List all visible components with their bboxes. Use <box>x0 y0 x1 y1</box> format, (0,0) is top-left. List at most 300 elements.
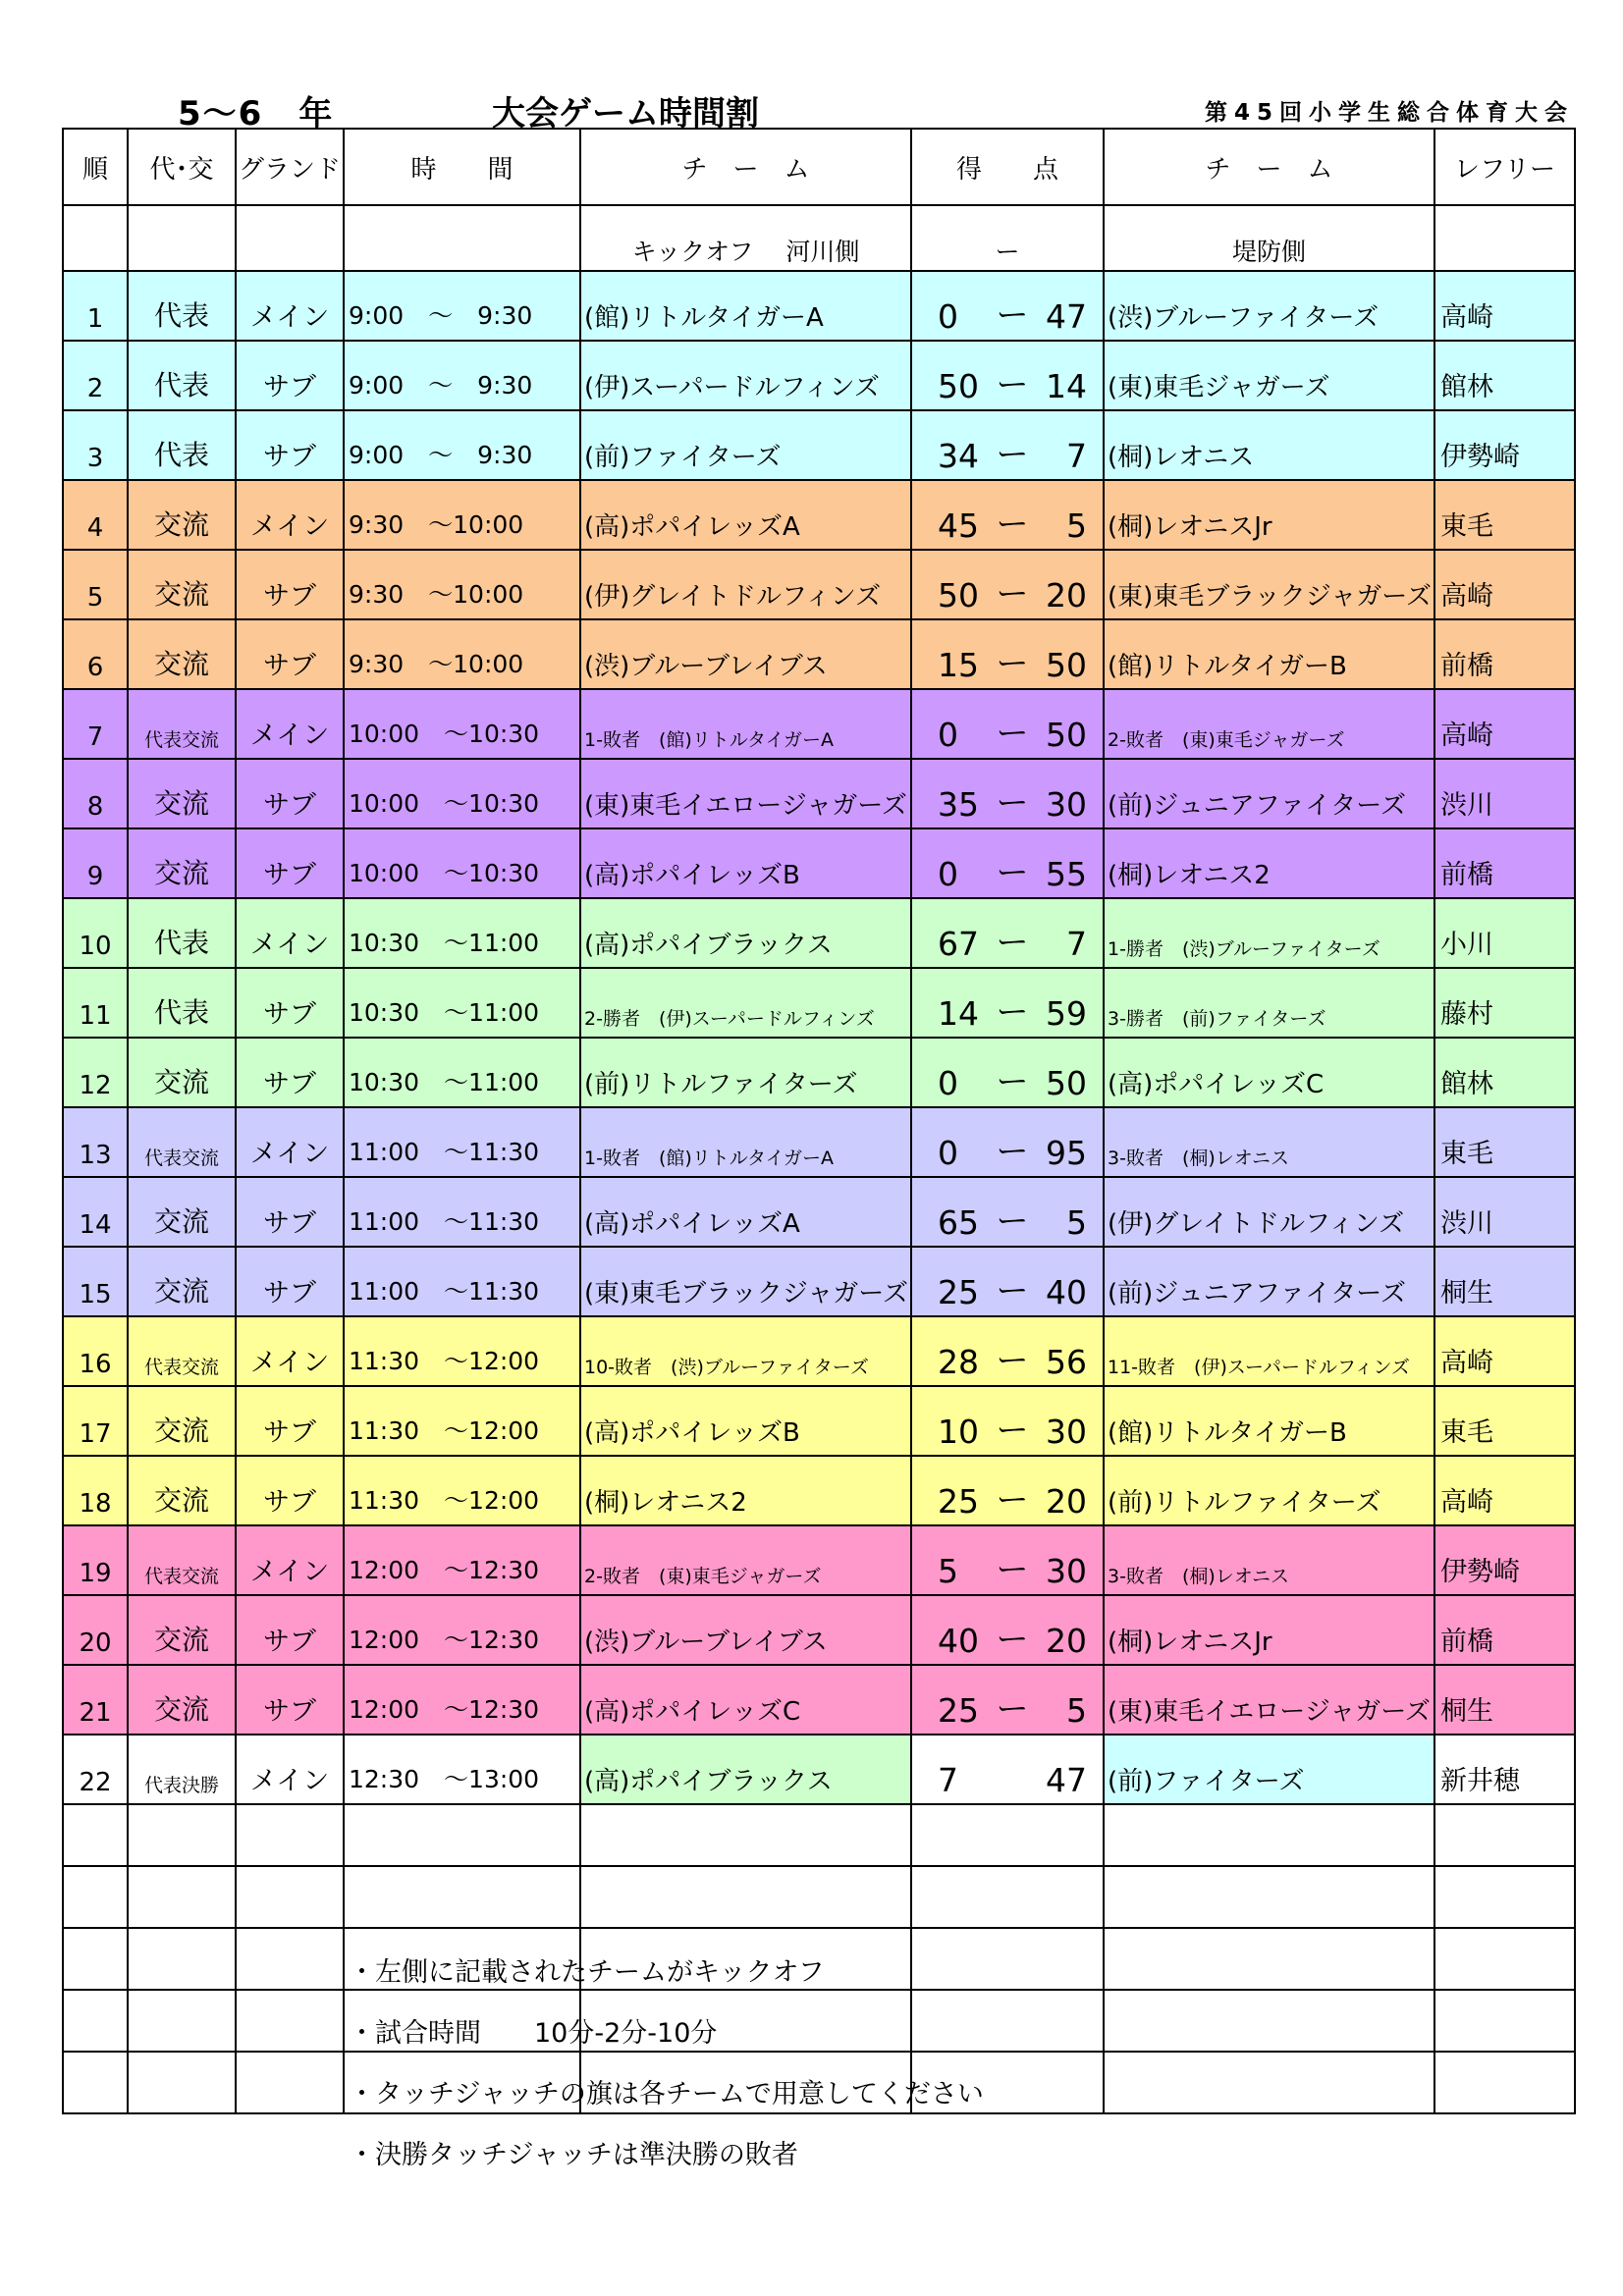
match-time: 12:30 ～13:00 <box>344 1735 580 1804</box>
score-right: 40 <box>1046 1273 1087 1311</box>
referee: 高崎 <box>1434 1456 1575 1525</box>
score-dash: ー <box>996 1411 1029 1449</box>
team-right: (館)リトルタイガーB <box>1104 619 1434 689</box>
score-cell <box>911 410 1104 480</box>
score-right: 50 <box>1046 716 1087 754</box>
team-left: (渋)ブルーブレイブス <box>580 619 911 689</box>
table-row <box>63 1735 1575 1804</box>
referee: 高崎 <box>1434 550 1575 619</box>
ground-name: サブ <box>236 1038 344 1107</box>
ground-name: メイン <box>236 1525 344 1595</box>
referee: 前橋 <box>1434 1595 1575 1665</box>
team-right: (桐)レオニス2 <box>1104 828 1434 898</box>
team-right: 1-勝者 (渋)ブルーファイターズ <box>1104 898 1434 968</box>
table-row <box>63 1038 1575 1107</box>
team-left: 2-敗者 (東)東毛ジャガーズ <box>580 1525 911 1595</box>
table-row <box>63 689 1575 759</box>
score-dash: ー <box>996 992 1029 1031</box>
score-right: 30 <box>1046 785 1087 824</box>
score-dash: ー <box>996 295 1029 334</box>
match-number: 4 <box>63 480 128 550</box>
score-dash: ー <box>996 1201 1029 1240</box>
referee: 高崎 <box>1434 1316 1575 1386</box>
score-dash-label: ー <box>911 205 1104 271</box>
table-row <box>63 1177 1575 1247</box>
score <box>912 1683 1103 1730</box>
score-cell <box>911 898 1104 968</box>
score <box>912 1056 1103 1102</box>
score-left: 65 <box>938 1203 979 1242</box>
score <box>912 1614 1103 1660</box>
score-right: 59 <box>1046 994 1087 1033</box>
team-right: (前)ジュニアファイターズ <box>1104 759 1434 828</box>
score-cell <box>911 1177 1104 1247</box>
score-dash: ー <box>996 1550 1029 1588</box>
match-time: 9:00 ～ 9:30 <box>344 341 580 410</box>
ground-name: サブ <box>236 759 344 828</box>
score <box>912 777 1103 824</box>
match-time: 9:00 ～ 9:30 <box>344 410 580 480</box>
score-cell <box>911 759 1104 828</box>
score-left: 15 <box>938 646 979 684</box>
ground-name: サブ <box>236 968 344 1038</box>
referee: 小川 <box>1434 898 1575 968</box>
score <box>912 499 1103 545</box>
score-right: 7 <box>1066 925 1087 963</box>
team-right: (桐)レオニスJr <box>1104 1595 1434 1665</box>
team-right: (東)東毛ブラックジャガーズ <box>1104 550 1434 619</box>
match-time: 10:30 ～11:00 <box>344 1038 580 1107</box>
referee: 高崎 <box>1434 271 1575 341</box>
match-number: 19 <box>63 1525 128 1595</box>
grade-label: 5～6 年 <box>178 94 335 133</box>
match-number: 12 <box>63 1038 128 1107</box>
ground-name: メイン <box>236 898 344 968</box>
score-dash: ー <box>996 1480 1029 1519</box>
team-left: (高)ポパイブラックス <box>580 1735 911 1804</box>
ground-name: メイン <box>236 689 344 759</box>
team-right: (渋)ブルーファイターズ <box>1104 271 1434 341</box>
score-dash: ー <box>996 1689 1029 1728</box>
match-time: 12:00 ～12:30 <box>344 1595 580 1665</box>
team-left: (伊)スーパードルフィンズ <box>580 341 911 410</box>
team-right: (東)東毛イエロージャガーズ <box>1104 1665 1434 1735</box>
note-item: ・決勝タッチジャッチは準決勝の敗者 <box>349 2140 798 2170</box>
referee: 渋川 <box>1434 1177 1575 1247</box>
score-dash: ー <box>996 435 1029 473</box>
ground-name: メイン <box>236 1735 344 1804</box>
score-left: 45 <box>938 507 979 545</box>
team-right: (桐)レオニスJr <box>1104 480 1434 550</box>
score <box>912 1265 1103 1311</box>
match-number: 3 <box>63 410 128 480</box>
match-number: 1 <box>63 271 128 341</box>
match-time: 11:30 ～12:00 <box>344 1456 580 1525</box>
table-row <box>63 968 1575 1038</box>
match-type: 交流 <box>128 1595 236 1665</box>
score-left: 34 <box>938 437 979 475</box>
team-left: (東)東毛ブラックジャガーズ <box>580 1247 911 1316</box>
score-right: 50 <box>1046 646 1087 684</box>
match-time: 11:00 ～11:30 <box>344 1107 580 1177</box>
ground-name: サブ <box>236 1456 344 1525</box>
score <box>912 847 1103 893</box>
match-number: 6 <box>63 619 128 689</box>
score-right: 20 <box>1046 1622 1087 1660</box>
col-header-ground: グランド <box>236 129 344 205</box>
score-left: 28 <box>938 1343 979 1381</box>
ground-name: サブ <box>236 1247 344 1316</box>
ground-name: メイン <box>236 1107 344 1177</box>
score-cell <box>911 1038 1104 1107</box>
score-left: 0 <box>938 855 958 893</box>
score-dash: ー <box>996 1341 1029 1379</box>
kickoff-side-label: キックオフ 河川側 <box>580 205 911 271</box>
score-cell <box>911 1107 1104 1177</box>
empty-row <box>63 1866 1575 1928</box>
match-number: 21 <box>63 1665 128 1735</box>
referee: 新井穂 <box>1434 1735 1575 1804</box>
score-left: 5 <box>938 1552 958 1590</box>
score-cell <box>911 480 1104 550</box>
team-right: (東)東毛ジャガーズ <box>1104 341 1434 410</box>
table-row <box>63 550 1575 619</box>
score-right: 7 <box>1066 437 1087 475</box>
ground-name: サブ <box>236 619 344 689</box>
score-right: 55 <box>1046 855 1087 893</box>
score-dash: ー <box>996 853 1029 891</box>
col-header-no: 順 <box>63 129 128 205</box>
team-right: (高)ポパイレッズC <box>1104 1038 1434 1107</box>
match-time: 10:00 ～10:30 <box>344 828 580 898</box>
table-row <box>63 1525 1575 1595</box>
team-left: (前)ファイターズ <box>580 410 911 480</box>
team-left: (高)ポパイブラックス <box>580 898 911 968</box>
match-number: 18 <box>63 1456 128 1525</box>
col-header-score: 得 点 <box>911 129 1104 205</box>
embankment-side-label: 堤防側 <box>1104 205 1434 271</box>
match-time: 11:00 ～11:30 <box>344 1177 580 1247</box>
score-cell <box>911 1456 1104 1525</box>
referee: 東毛 <box>1434 1107 1575 1177</box>
score-left: 25 <box>938 1273 979 1311</box>
team-left: 1-敗者 (館)リトルタイガーA <box>580 689 911 759</box>
match-type: 交流 <box>128 1177 236 1247</box>
table-row <box>63 410 1575 480</box>
match-type: 代表交流 <box>128 1316 236 1386</box>
match-number: 20 <box>63 1595 128 1665</box>
match-type: 代表交流 <box>128 1525 236 1595</box>
table-row <box>63 1665 1575 1735</box>
match-number: 15 <box>63 1247 128 1316</box>
team-right: (前)リトルファイターズ <box>1104 1456 1434 1525</box>
score-left: 0 <box>938 716 958 754</box>
score-dash: ー <box>996 783 1029 822</box>
referee: 東毛 <box>1434 1386 1575 1456</box>
team-right: (前)ファイターズ <box>1104 1735 1434 1804</box>
team-right: (前)ジュニアファイターズ <box>1104 1247 1434 1316</box>
score-dash: ー <box>996 365 1029 403</box>
match-time: 12:00 ～12:30 <box>344 1525 580 1595</box>
table-row <box>63 759 1575 828</box>
match-number: 8 <box>63 759 128 828</box>
team-left: (高)ポパイレッズC <box>580 1665 911 1735</box>
ground-name: サブ <box>236 828 344 898</box>
match-number: 22 <box>63 1735 128 1804</box>
col-header-team-right: チ ー ム <box>1104 129 1434 205</box>
team-left: (前)リトルファイターズ <box>580 1038 911 1107</box>
ground-name: サブ <box>236 341 344 410</box>
team-left: (東)東毛イエロージャガーズ <box>580 759 911 828</box>
table-row <box>63 828 1575 898</box>
score-cell <box>911 1595 1104 1665</box>
match-time: 9:30 ～10:00 <box>344 619 580 689</box>
score-dash: ー <box>996 505 1029 543</box>
match-number: 2 <box>63 341 128 410</box>
match-number: 10 <box>63 898 128 968</box>
score <box>912 290 1103 336</box>
score <box>912 1126 1103 1172</box>
score-left: 0 <box>938 1134 958 1172</box>
match-number: 11 <box>63 968 128 1038</box>
match-type: 交流 <box>128 619 236 689</box>
referee: 東毛 <box>1434 480 1575 550</box>
ground-name: サブ <box>236 550 344 619</box>
score-dash: ー <box>996 1620 1029 1658</box>
score-cell <box>911 1665 1104 1735</box>
score <box>912 917 1103 963</box>
referee: 桐生 <box>1434 1665 1575 1735</box>
referee: 前橋 <box>1434 619 1575 689</box>
table-row <box>63 898 1575 968</box>
note-item: ・試合時間 10分-2分-10分 <box>349 2018 718 2049</box>
referee: 渋川 <box>1434 759 1575 828</box>
score <box>912 1474 1103 1521</box>
match-number: 9 <box>63 828 128 898</box>
team-right: 2-敗者 (東)東毛ジャガーズ <box>1104 689 1434 759</box>
team-left: 2-勝者 (伊)スーパードルフィンズ <box>580 968 911 1038</box>
match-type: 交流 <box>128 550 236 619</box>
score-left: 14 <box>938 994 979 1033</box>
score <box>912 429 1103 475</box>
match-time: 10:30 ～11:00 <box>344 968 580 1038</box>
score-right: 20 <box>1046 1482 1087 1521</box>
match-type: 交流 <box>128 759 236 828</box>
header-row <box>63 129 1575 205</box>
score-cell <box>911 619 1104 689</box>
match-number: 17 <box>63 1386 128 1456</box>
score-dash: ー <box>996 923 1029 961</box>
score-cell <box>911 1525 1104 1595</box>
table-row <box>63 1595 1575 1665</box>
score <box>912 708 1103 754</box>
table-row <box>63 1456 1575 1525</box>
event-name: 第45回小学生総合体育大会 <box>1204 100 1574 126</box>
note-item: ・左側に記載されたチームがキックオフ <box>349 1957 825 1988</box>
ground-name: サブ <box>236 1386 344 1456</box>
score-cell <box>911 550 1104 619</box>
match-type: 交流 <box>128 1665 236 1735</box>
match-type: 代表 <box>128 410 236 480</box>
team-right: 11-敗者 (伊)スーパードルフィンズ <box>1104 1316 1434 1386</box>
note-item: ・タッチジャッチの旗は各チームで用意してください <box>349 2079 984 2109</box>
team-left: (高)ポパイレッズA <box>580 480 911 550</box>
page-title: 大会ゲーム時間割 <box>492 94 759 133</box>
team-right: (桐)レオニス <box>1104 410 1434 480</box>
match-type: 交流 <box>128 480 236 550</box>
referee: 伊勢崎 <box>1434 410 1575 480</box>
score-left: 35 <box>938 785 979 824</box>
match-time: 10:00 ～10:30 <box>344 759 580 828</box>
match-time: 9:30 ～10:00 <box>344 550 580 619</box>
table-row <box>63 1247 1575 1316</box>
score-dash: ー <box>996 1132 1029 1170</box>
match-type: 代表決勝 <box>128 1735 236 1804</box>
team-right: (伊)グレイトドルフィンズ <box>1104 1177 1434 1247</box>
match-time: 11:00 ～11:30 <box>344 1247 580 1316</box>
referee: 館林 <box>1434 341 1575 410</box>
score-cell <box>911 1386 1104 1456</box>
match-type: 交流 <box>128 1456 236 1525</box>
score-right: 47 <box>1046 1761 1087 1799</box>
score-left: 0 <box>938 297 958 336</box>
match-type: 交流 <box>128 1038 236 1107</box>
score-cell <box>911 1316 1104 1386</box>
score-right: 30 <box>1046 1413 1087 1451</box>
match-type: 代表 <box>128 341 236 410</box>
score-right: 5 <box>1066 1203 1087 1242</box>
match-type: 代表交流 <box>128 689 236 759</box>
title-bar <box>62 86 1574 133</box>
match-time: 11:30 ～12:00 <box>344 1386 580 1456</box>
score-left: 0 <box>938 1064 958 1102</box>
score-dash: ー <box>996 1062 1029 1100</box>
table-row <box>63 1107 1575 1177</box>
match-number: 5 <box>63 550 128 619</box>
match-number: 14 <box>63 1177 128 1247</box>
table-row <box>63 480 1575 550</box>
match-type: 代表交流 <box>128 1107 236 1177</box>
referee: 桐生 <box>1434 1247 1575 1316</box>
ground-name: メイン <box>236 271 344 341</box>
score-dash: ー <box>996 574 1029 613</box>
col-header-time: 時 間 <box>344 129 580 205</box>
col-header-referee: レフリー <box>1434 129 1575 205</box>
match-number: 16 <box>63 1316 128 1386</box>
ground-name: サブ <box>236 1595 344 1665</box>
score-right: 5 <box>1066 1691 1087 1730</box>
score-right: 56 <box>1046 1343 1087 1381</box>
score-right: 47 <box>1046 297 1087 336</box>
match-type: 代表 <box>128 271 236 341</box>
table-row <box>63 1386 1575 1456</box>
score-right: 14 <box>1046 367 1087 405</box>
score <box>912 1761 1103 1799</box>
score <box>912 1196 1103 1242</box>
notes <box>349 1950 984 2194</box>
ground-name: サブ <box>236 410 344 480</box>
team-right: 3-敗者 (桐)レオニス <box>1104 1525 1434 1595</box>
score-left: 50 <box>938 367 979 405</box>
team-left: 10-敗者 (渋)ブルーファイターズ <box>580 1316 911 1386</box>
match-time: 9:30 ～10:00 <box>344 480 580 550</box>
score-cell <box>911 271 1104 341</box>
referee: 前橋 <box>1434 828 1575 898</box>
table-row <box>63 341 1575 410</box>
score-cell <box>911 341 1104 410</box>
team-left: (高)ポパイレッズB <box>580 828 911 898</box>
table-row <box>63 1316 1575 1386</box>
score-right: 20 <box>1046 576 1087 614</box>
table-row <box>63 619 1575 689</box>
score-left: 25 <box>938 1482 979 1521</box>
score-left: 67 <box>938 925 979 963</box>
score <box>912 638 1103 684</box>
score-left: 40 <box>938 1622 979 1660</box>
score-right: 30 <box>1046 1552 1087 1590</box>
match-number: 13 <box>63 1107 128 1177</box>
score-right: 5 <box>1066 507 1087 545</box>
team-left: (伊)グレイトドルフィンズ <box>580 550 911 619</box>
ground-name: メイン <box>236 1316 344 1386</box>
score-left: 10 <box>938 1413 979 1451</box>
referee: 藤村 <box>1434 968 1575 1038</box>
match-time: 10:00 ～10:30 <box>344 689 580 759</box>
score <box>912 1335 1103 1381</box>
match-time: 12:00 ～12:30 <box>344 1665 580 1735</box>
match-type: 代表 <box>128 898 236 968</box>
team-right: 3-敗者 (桐)レオニス <box>1104 1107 1434 1177</box>
score-left: 50 <box>938 576 979 614</box>
score <box>912 987 1103 1033</box>
referee: 館林 <box>1434 1038 1575 1107</box>
score-cell <box>911 1735 1104 1804</box>
team-left: 1-敗者 (館)リトルタイガーA <box>580 1107 911 1177</box>
score-left: 7 <box>938 1761 958 1799</box>
score-cell <box>911 1247 1104 1316</box>
score <box>912 568 1103 614</box>
match-number: 7 <box>63 689 128 759</box>
match-type: 代表 <box>128 968 236 1038</box>
team-left: (高)ポパイレッズB <box>580 1386 911 1456</box>
score <box>912 1405 1103 1451</box>
match-time: 11:30 ～12:00 <box>344 1316 580 1386</box>
team-left: (高)ポパイレッズA <box>580 1177 911 1247</box>
empty-row <box>63 1804 1575 1866</box>
score-cell <box>911 689 1104 759</box>
ground-name: サブ <box>236 1665 344 1735</box>
score <box>912 1544 1103 1590</box>
score-cell <box>911 968 1104 1038</box>
score-right: 95 <box>1046 1134 1087 1172</box>
referee: 高崎 <box>1434 689 1575 759</box>
match-time: 10:30 ～11:00 <box>344 898 580 968</box>
score-cell <box>911 828 1104 898</box>
match-type: 交流 <box>128 1386 236 1456</box>
table-row <box>63 271 1575 341</box>
match-time: 9:00 ～ 9:30 <box>344 271 580 341</box>
team-left: (桐)レオニス2 <box>580 1456 911 1525</box>
score-dash: ー <box>996 714 1029 752</box>
score <box>912 359 1103 405</box>
score-dash: ー <box>996 1271 1029 1309</box>
team-left: (館)リトルタイガーA <box>580 271 911 341</box>
schedule-table <box>62 128 1576 2114</box>
team-right: 3-勝者 (前)ファイターズ <box>1104 968 1434 1038</box>
team-left: (渋)ブルーブレイブス <box>580 1595 911 1665</box>
referee: 伊勢崎 <box>1434 1525 1575 1595</box>
score-dash: ー <box>996 644 1029 682</box>
